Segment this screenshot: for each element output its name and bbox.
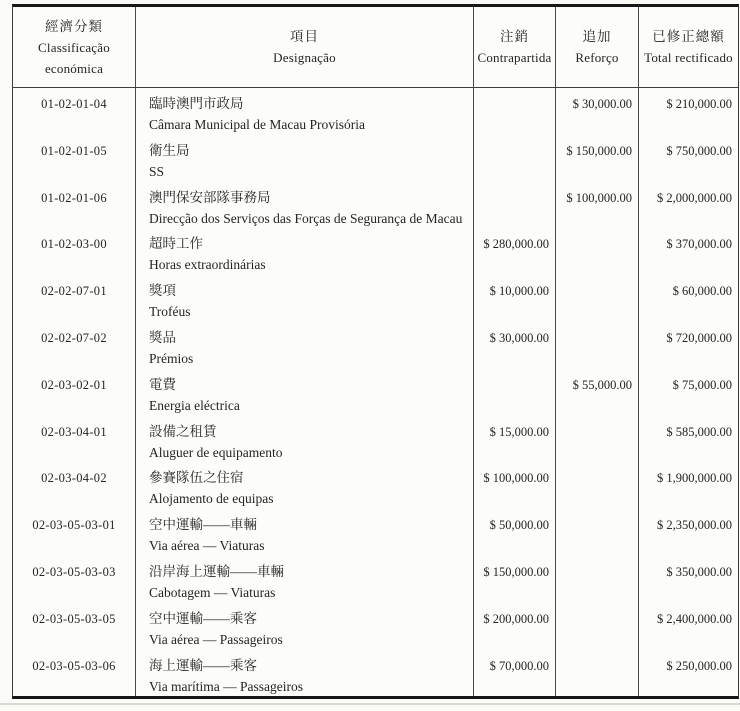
row-code: 01-02-03-00 [13,228,136,275]
row-code: 02-03-04-01 [13,416,136,463]
row-designation [136,462,474,509]
row-designation-zh: 空中運輸——車輛 [149,517,257,533]
row-code: 02-03-05-03-03 [13,556,136,603]
row-designation-zh: 獎品 [149,329,176,345]
row-designation [136,509,474,556]
row-designation-zh: 設備之租賃 [149,423,217,439]
table-row [13,556,738,603]
row-reforco-amount [556,603,639,650]
row-total-amount: $ 2,350,000.00 [657,518,732,533]
header-total-rectified [639,7,738,87]
row-reforco-amount: $ 55,000.00 [556,369,639,416]
row-reforco-amount [556,462,639,509]
table-row [13,322,738,369]
header-reforco [556,7,639,87]
table-body [13,88,738,696]
header-designation [136,7,474,87]
row-designation-pt: Prémios [149,350,194,366]
row-designation-zh: 電費 [149,376,176,392]
row-contrapartida-amount: $ 30,000.00 [474,322,556,369]
row-contrapartida-amount: $ 150,000.00 [474,556,556,603]
row-total-amount: $ 210,000.00 [666,97,732,111]
header-total-rectified-pt: Total rectificado [644,50,733,65]
row-designation [136,650,474,697]
row-designation-zh: 海上運輸——乘客 [149,657,257,673]
row-reforco-amount [556,228,639,275]
row-reforco-amount [556,322,639,369]
row-total-amount: $ 2,000,000.00 [657,190,732,205]
row-designation-pt: Direcção dos Serviços das Forças de Segurança de Macau [149,210,463,226]
header-reforco-pt: Reforço [575,50,619,65]
row-total-amount: $ 1,900,000.00 [657,471,732,486]
row-designation-zh: 獎項 [149,283,176,299]
row-designation-pt: Troféus [149,304,191,320]
row-total-amount: $ 2,400,000.00 [657,611,732,626]
row-contrapartida-amount: $ 280,000.00 [474,228,556,275]
row-code: 02-03-05-03-05 [13,603,136,650]
row-total-amount: $ 720,000.00 [666,330,732,345]
row-contrapartida-amount: $ 100,000.00 [474,462,556,509]
table-row [13,650,738,697]
row-contrapartida-amount [474,135,556,182]
header-designation-pt: Designação [273,50,336,65]
row-reforco-amount [556,416,639,463]
row-designation [136,275,474,322]
row-designation [136,88,474,135]
table-row [13,603,738,650]
row-total-amount: $ 750,000.00 [666,143,732,158]
row-designation-pt: Via aérea — Viaturas [149,538,265,554]
row-reforco-amount: $ 100,000.00 [556,182,639,229]
row-designation [136,228,474,275]
table-row [13,135,738,182]
row-designation [136,603,474,650]
row-code: 01-02-01-05 [13,135,136,182]
row-code: 02-02-07-01 [13,275,136,322]
table-header-row [13,7,738,88]
row-code: 02-03-04-02 [13,462,136,509]
row-total-amount: $ 585,000.00 [666,424,732,439]
row-contrapartida-amount: $ 10,000.00 [474,275,556,322]
row-designation-pt: SS [149,163,165,179]
header-total-rectified-zh: 已修正總額 [652,29,725,44]
row-total-amount: $ 350,000.00 [666,564,732,579]
row-designation-pt: Horas extraordinárias [149,257,266,273]
row-designation-pt: Câmara Municipal de Macau Provisória [149,117,365,132]
row-code: 01-02-01-04 [13,88,136,135]
row-contrapartida-amount: $ 15,000.00 [474,416,556,463]
row-designation-zh: 臨時澳門市政局 [149,96,244,111]
row-designation [136,369,474,416]
row-total-amount: $ 370,000.00 [666,237,732,252]
header-reforco-zh: 追加 [582,29,612,44]
table-row [13,182,738,229]
table-row [13,416,738,463]
row-designation-pt: Via marítima — Passageiros [149,678,304,694]
row-designation-pt: Via aérea — Passageiros [149,631,283,647]
row-designation [136,322,474,369]
budget-amendment-table [12,4,739,699]
row-designation [136,416,474,463]
row-contrapartida-amount: $ 50,000.00 [474,509,556,556]
row-designation-zh: 澳門保安部隊事務局 [149,189,271,205]
row-total-amount: $ 75,000.00 [672,377,732,392]
table-row [13,462,738,509]
header-economic-classification-pt: Classificação económica [38,39,110,76]
row-contrapartida-amount [474,369,556,416]
row-contrapartida-amount [474,88,556,135]
row-contrapartida-amount: $ 200,000.00 [474,603,556,650]
row-designation-pt: Alojamento de equipas [149,491,274,507]
header-designation-zh: 項目 [290,29,319,44]
scan-shadow-line [0,703,740,705]
row-designation-pt: Energia eléctrica [149,397,240,413]
row-reforco-amount: $ 150,000.00 [556,135,639,182]
header-contrapartida-pt: Contrapartida [477,50,552,65]
row-contrapartida-amount: $ 70,000.00 [474,650,556,697]
row-reforco-amount [556,650,639,697]
row-reforco-amount [556,556,639,603]
row-designation [136,182,474,229]
table-row [13,88,738,135]
row-designation-pt: Aluguer de equipamento [149,444,283,460]
row-reforco-amount [556,509,639,556]
row-reforco-amount [556,275,639,322]
header-contrapartida [474,7,556,87]
row-reforco-amount: $ 30,000.00 [556,88,639,135]
row-designation [136,135,474,182]
row-designation [136,556,474,603]
header-economic-classification-zh: 經濟分類 [45,18,103,34]
row-designation-zh: 衛生局 [149,142,190,158]
header-contrapartida-zh: 注銷 [500,29,529,44]
table-row [13,275,738,322]
row-code: 02-03-05-03-01 [13,509,136,556]
row-total-amount: $ 250,000.00 [666,658,732,673]
row-designation-pt: Cabotagem — Viaturas [149,584,276,600]
row-contrapartida-amount [474,182,556,229]
table-row [13,509,738,556]
header-economic-classification [13,7,136,87]
row-designation-zh: 沿岸海上運輸——車輛 [149,563,284,579]
row-total-amount: $ 60,000.00 [672,284,732,299]
table-row [13,369,738,416]
row-code: 02-03-02-01 [13,369,136,416]
row-designation-zh: 參賽隊伍之住宿 [149,470,244,486]
row-code: 01-02-01-06 [13,182,136,229]
table-row [13,228,738,275]
row-code: 02-02-07-02 [13,322,136,369]
row-code: 02-03-05-03-06 [13,650,136,697]
row-designation-zh: 超時工作 [149,236,203,252]
row-designation-zh: 空中運輸——乘客 [149,610,257,626]
